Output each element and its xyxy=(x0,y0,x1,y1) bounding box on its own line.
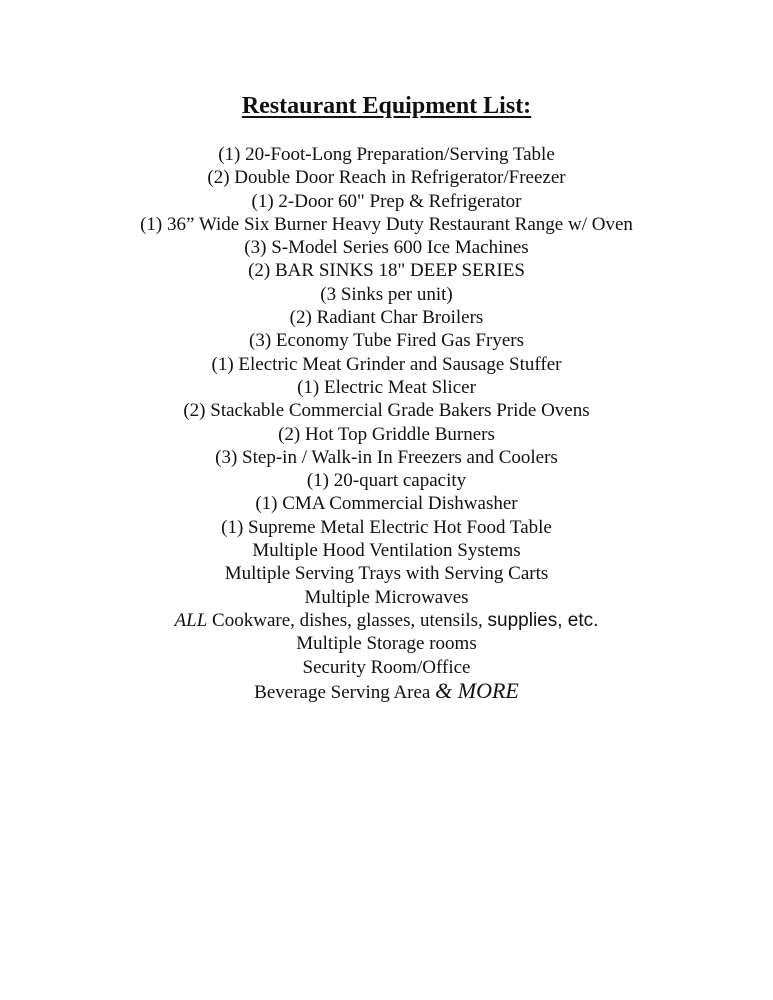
list-item: (2) Double Door Reach in Refrigerator/Freezer xyxy=(207,167,566,189)
all-middle: Cookware, dishes, glasses, utensils, xyxy=(207,609,488,631)
list-item: (2) BAR SINKS 18" DEEP SERIES xyxy=(248,260,525,282)
all-suffix: supplies, etc. xyxy=(487,609,599,631)
list-item: (3) Economy Tube Fired Gas Fryers xyxy=(249,330,524,352)
last-emphasis: & MORE xyxy=(435,677,519,703)
list-item: (1) CMA Commercial Dishwasher xyxy=(255,493,518,515)
list-item: (2) Hot Top Griddle Burners xyxy=(278,423,495,445)
list-item: (1) Electric Meat Slicer xyxy=(297,376,476,398)
equipment-list xyxy=(0,143,773,702)
all-prefix: ALL xyxy=(174,609,208,631)
list-item: (1) 20-Foot-Long Preparation/Serving Table xyxy=(218,144,555,165)
list-item: (1) Electric Meat Grinder and Sausage Stuffer xyxy=(211,353,562,375)
list-item: Multiple Hood Ventilation Systems xyxy=(252,540,521,562)
list-item: (3 Sinks per unit) xyxy=(320,283,453,305)
list-item: (1) 20-quart capacity xyxy=(306,470,467,492)
list-item: (1) 2-Door 60" Prep & Refrigerator xyxy=(251,190,522,212)
list-item: Multiple Serving Trays with Serving Carts xyxy=(224,563,549,585)
list-item: (2) Radiant Char Broilers xyxy=(289,307,484,329)
list-item: Multiple Storage rooms xyxy=(296,633,477,655)
list-item: Multiple Microwaves xyxy=(304,586,469,608)
page-title: Restaurant Equipment List: xyxy=(241,93,532,119)
list-item: (3) S-Model Series 600 Ice Machines xyxy=(244,237,529,259)
list-item-all-supplies xyxy=(0,609,773,632)
list-item: (1) 36” Wide Six Burner Heavy Duty Restaurant Range w/ Oven xyxy=(140,213,633,235)
list-item: (2) Stackable Commercial Grade Bakers Pride Ovens xyxy=(183,400,590,422)
list-item-last xyxy=(0,679,773,702)
list-item: Security Room/Office xyxy=(302,656,471,678)
list-item: (1) Supreme Metal Electric Hot Food Table xyxy=(221,516,552,538)
last-text: Beverage Serving Area xyxy=(254,681,436,703)
list-item: (3) Step-in / Walk-in In Freezers and Coolers xyxy=(215,446,558,468)
